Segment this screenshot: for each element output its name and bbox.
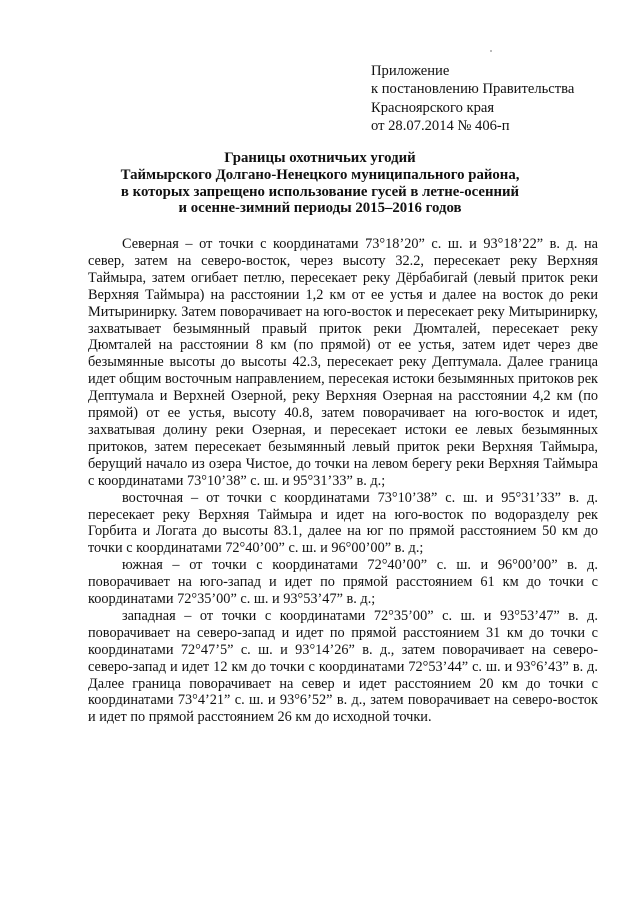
appendix-resolution: к постановлению Правительства <box>371 81 575 98</box>
appendix-header <box>371 62 574 136</box>
appendix-date-number: от 28.07.2014 № 406-п <box>371 118 510 135</box>
paragraph-eastern-boundary: восточная – от точки с координатами 73°10’38” с. ш. и 95°31’33” в. д. пересекает реку Верхняя Таймыра и идет на юго-восток по водоразделу рек Горбита и Логата до высоты 83.1, далее на юг по прямой расстоянием 50 км до точки с координатами 72°40’00” с. ш. и 96°00’00” в. д.; <box>88 489 598 557</box>
title-line-3: в которых запрещено использование гусей в летне-осенний <box>120 183 520 200</box>
document-title <box>60 150 580 217</box>
appendix-region: Красноярского края <box>371 99 495 116</box>
title-line-2: Таймырского Долгано-Ненецкого муниципального района, <box>120 166 520 183</box>
title-line-1: Границы охотничьих угодий <box>224 150 416 166</box>
scan-speck <box>490 50 492 52</box>
appendix-label: Приложение <box>371 63 450 79</box>
paragraph-southern-boundary: южная – от точки с координатами 72°40’00” с. ш. и 96°00’00” в. д. поворачивает на юго-запад и идет по прямой расстоянием 61 км до точки с координатами 72°35’00” с. ш. и 93°53’47” в. д.; <box>88 557 598 608</box>
title-line-4: и осенне-зимний периоды 2015–2016 годов <box>178 200 462 217</box>
paragraph-northern-boundary: Северная – от точки с координатами 73°18’20” с. ш. и 93°18’22” в. д. на север, затем на северо-восток, через высоту 32.2, пересекает реку Верхняя Таймыра, затем огибает петлю, пересекает реку Дёрбабигай (левый приток реки Верхняя Таймыра) на расстоянии 1,2 км от ее устья и далее на восток до реки Митыринирку. Затем поворачивает на юго-восток и пересекает реку Митыринирку, захватывает безымянный правый приток реки Дюмталей, пересекает реку Дюмталей на расстоянии 8 км (по прямой) от ее устья, затем идет через две безымянные высоты до высоты 42.3, пересекает реку Дептумала. Далее граница идет общим восточным направлением, пересекая истоки безымянных притоков рек Дептумала и Верхней Озерной, реку Верхняя Озерная на расстоянии 4,2 км (по прямой) от ее устья, высоту 40.8, затем поворачивает на юго-восток и идет, захватывая долину реки Озерная, и пересекает истоки ее левых безымянных притоков, затем пересекает безымянный левый приток реки Верхняя Таймыра, берущий начало из озера Чистое, до точки на левом берегу реки Верхняя Таймыра с координатами 73°10’38” с. ш. и 95°31’33” в. д.; <box>88 236 598 489</box>
document-body <box>88 236 598 726</box>
paragraph-western-boundary: западная – от точки с координатами 72°35’00” с. ш. и 93°53’47” в. д. поворачивает на северо-запад и идет по прямой расстоянием 31 км до точки с координатами 72°47’5” с. ш. и 93°14’26” в. д., затем поворачивает на северо-северо-запад и идет 12 км до точки с координатами 72°53’44” с. ш. и 93°6’43” в. д. Далее граница поворачивает на север и идет расстоянием 20 км до точки с координатами 73°4’21” с. ш. и 93°6’52” в. д., затем поворачивает на северо-восток и идет по прямой расстоянием 26 км до исходной точки. <box>88 607 598 726</box>
